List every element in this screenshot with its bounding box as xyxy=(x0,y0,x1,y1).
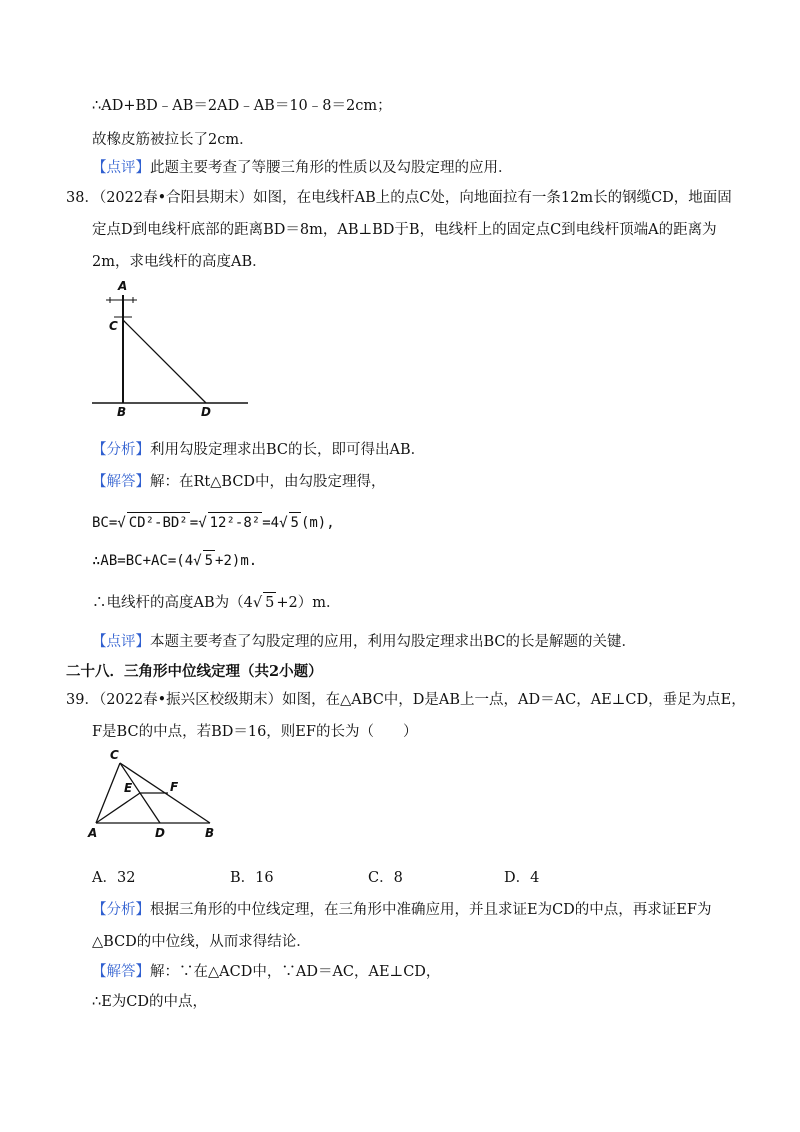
eq1-mid2: =4 xyxy=(262,515,280,531)
conclusion-line: 故橡皮筋被拉长了2cm． xyxy=(92,132,254,148)
option-b: B．16 xyxy=(230,870,274,886)
option-d: D．4 xyxy=(504,870,540,886)
sqrt-2: √ 12²-8² xyxy=(198,512,262,533)
comment-tag: 【点评】 xyxy=(92,160,150,176)
answer-text: 解：∵在△ACD中，∵AD＝AC，AE⊥CD， xyxy=(150,964,441,980)
answer-tag: 【解答】 xyxy=(92,474,150,490)
label-f: F xyxy=(170,780,179,794)
label-d: D xyxy=(155,826,165,840)
question-38-line2: 定点D到电线杆底部的距离BD＝8m，AB⊥BD于B，电线杆上的固定点C到电线杆顶端A的距离为 xyxy=(92,222,717,238)
comment-38 xyxy=(92,632,636,652)
analysis-text: 根据三角形的中位线定理，在三角形中准确应用，并且求证E为CD的中点，再求证EF为 xyxy=(150,902,712,918)
option-a: A．32 xyxy=(92,870,136,886)
therefore-line: ∴AD+BD﹣AB＝2AD﹣AB＝10﹣8＝2cm； xyxy=(92,98,392,114)
analysis-39-line2: △BCD的中位线，从而求得结论． xyxy=(92,934,311,950)
analysis-text: 利用勾股定理求出BC的长，即可得出AB． xyxy=(150,442,426,458)
answer-tag: 【解答】 xyxy=(92,964,150,980)
eq1-mid: = xyxy=(189,515,199,531)
question-number: 39． xyxy=(66,692,99,708)
comment-line xyxy=(92,158,513,178)
answer-39-line1 xyxy=(92,962,440,982)
question-text: （2022春•合阳县期末）如图，在电线杆AB上的点C处，向地面拉有一条12m长的钢缆CD，地面固 xyxy=(98,190,732,206)
result-left: ∴电线杆的高度AB为（4 xyxy=(92,595,253,611)
eq1-right: (m), xyxy=(300,515,335,531)
analysis-tag: 【分析】 xyxy=(92,902,150,918)
triangle-figure xyxy=(84,746,224,846)
comment-text: 此题主要考查了等腰三角形的性质以及勾股定理的应用． xyxy=(150,160,513,176)
equation-bc xyxy=(92,512,335,533)
result-radicand: 5 xyxy=(263,592,276,613)
comment-text: 本题主要考查了勾股定理的应用，利用勾股定理求出BC的长是解题的关键． xyxy=(150,634,637,650)
sqrt-1: √ CD²-BD² xyxy=(117,512,189,533)
analysis-38 xyxy=(92,440,425,460)
question-number: 38． xyxy=(66,190,99,206)
sqrt-4: √ 5 xyxy=(193,550,215,571)
eq1-left: BC= xyxy=(92,515,118,531)
option-c: C．8 xyxy=(368,870,403,886)
cable-line xyxy=(123,320,206,403)
side-ac xyxy=(96,763,120,823)
label-c: C xyxy=(109,319,118,333)
label-b: B xyxy=(117,405,127,419)
label-a: A xyxy=(118,279,128,293)
label-b: B xyxy=(205,826,215,840)
analysis-tag: 【分析】 xyxy=(92,442,150,458)
label-e: E xyxy=(124,781,133,795)
pole-cable-figure xyxy=(80,278,260,418)
eq2-radicand: 5 xyxy=(203,550,215,571)
question-39-line1 xyxy=(66,690,746,710)
result-38 xyxy=(92,592,340,613)
eq1-radicand1: CD²-BD² xyxy=(127,512,190,533)
label-d: D xyxy=(201,405,211,419)
eq2-left: ∴AB=BC+AC=(4 xyxy=(92,553,194,569)
eq1-radicand3: 5 xyxy=(289,512,301,533)
eq1-radicand2: 12²-8² xyxy=(208,512,263,533)
eq2-right: +2)m. xyxy=(215,553,258,569)
question-38-line3: 2m，求电线杆的高度AB． xyxy=(92,254,267,270)
answer-text: 解：在Rt△BCD中，由勾股定理得， xyxy=(150,474,386,490)
answer-38 xyxy=(92,472,386,492)
sqrt-5: √ 5 xyxy=(253,592,276,613)
comment-tag: 【点评】 xyxy=(92,634,150,650)
question-39-line2: F是BC的中点，若BD＝16，则EF的长为（ ） xyxy=(92,724,418,740)
question-38-line1 xyxy=(66,188,732,208)
analysis-39-line1 xyxy=(92,900,711,920)
answer-39-line2: ∴E为CD的中点， xyxy=(92,994,208,1010)
label-a: A xyxy=(88,826,98,840)
result-right: +2）m． xyxy=(276,595,341,611)
equation-ab xyxy=(92,550,257,571)
label-c: C xyxy=(110,748,119,762)
question-text: （2022春•振兴区校级期末）如图，在△ABC中，D是AB上一点，AD＝AC，AE⊥CD，垂足为点E， xyxy=(98,692,746,708)
section-heading: 二十八．三角形中位线定理（共2小题） xyxy=(66,663,323,680)
sqrt-3: √ 5 xyxy=(279,512,301,533)
